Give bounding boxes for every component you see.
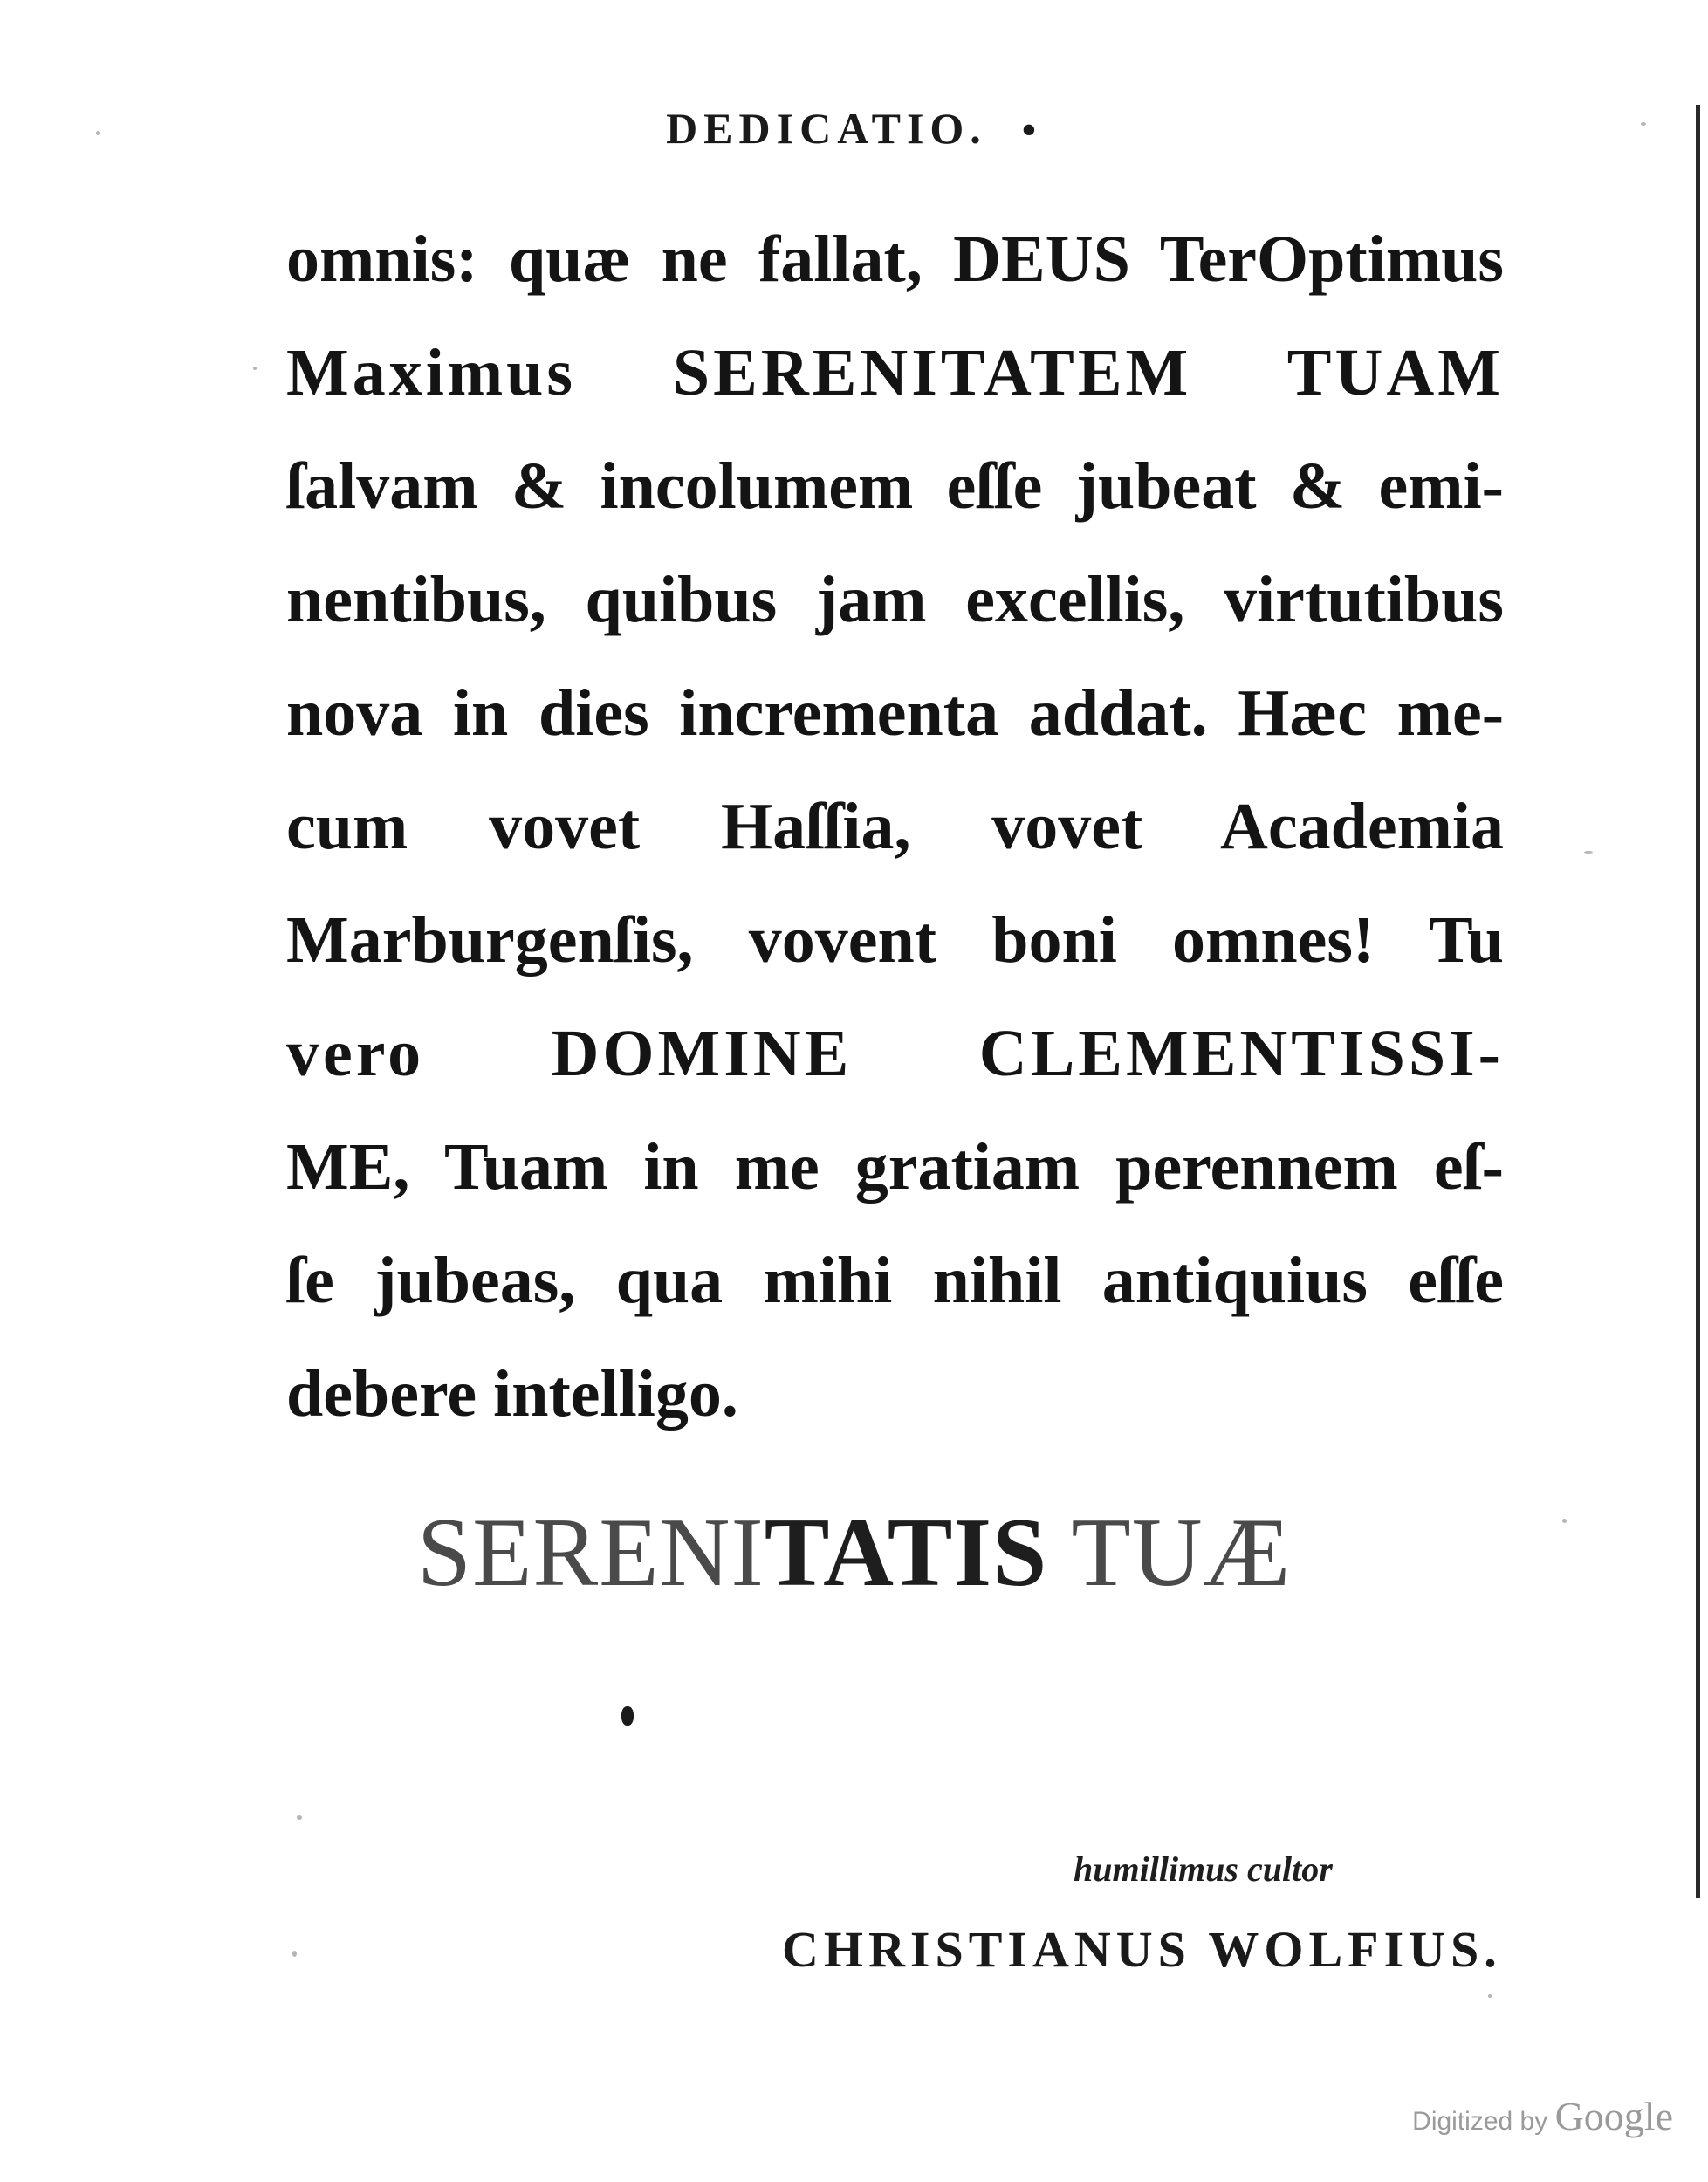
- watermark-brand: Google: [1554, 2094, 1673, 2138]
- text-line: Marburgenſis, vovent boni omnes! Tu: [286, 903, 1504, 977]
- author-signature: CHRISTIANUS WOLFIUS.: [782, 1921, 1502, 1978]
- text-line: Maximus SERENITATEM TUAM: [286, 336, 1504, 409]
- ink-blot: [621, 1706, 634, 1726]
- closing-part: SERENI: [416, 1499, 765, 1607]
- page-edge-line: [1696, 105, 1700, 1898]
- paper-speck: [297, 1815, 302, 1820]
- digitized-watermark: [1412, 2093, 1673, 2139]
- closing-part: TUÆ: [1071, 1499, 1292, 1607]
- text-line: nentibus, quibus jam excellis, virtutibus: [286, 563, 1504, 636]
- humble-line: humillimus cultor: [1074, 1849, 1333, 1889]
- paper-speck: [1488, 1994, 1492, 1998]
- header-title: DEDICATIO.: [666, 104, 987, 153]
- watermark-prefix: Digitized by: [1412, 2107, 1548, 2136]
- text-line: vero DOMINE CLEMENTISSI-: [286, 1017, 1504, 1090]
- paper-speck: [1584, 851, 1593, 854]
- text-line: omnis: quæ ne fallat, DEUS TerOptimus: [286, 223, 1504, 296]
- paper-speck: [253, 367, 257, 370]
- paper-speck: [1562, 1519, 1567, 1523]
- closing-salutation: [0, 1497, 1708, 1609]
- text-line: debere intelligo.: [286, 1357, 738, 1431]
- page-header: [0, 103, 1708, 154]
- text-line: ſalvam & incolumem eſſe jubeat & emi-: [286, 449, 1504, 523]
- paper-speck: [96, 131, 100, 135]
- header-mark: •: [1021, 107, 1042, 152]
- text-line: ME, Tuam in me gratiam perennem eſ-: [286, 1130, 1504, 1204]
- text-line: nova in dies incrementa addat. Hæc me-: [286, 676, 1504, 750]
- text-line: ſe jubeas, qua mihi nihil antiquius eſſe: [286, 1244, 1504, 1317]
- paper-speck: [292, 1951, 297, 1957]
- dedication-body: [286, 202, 1504, 1451]
- text-line: cum vovet Haſſia, vovet Academia: [286, 790, 1504, 863]
- paper-speck: [1641, 122, 1646, 126]
- closing-part: TATIS: [764, 1499, 1048, 1607]
